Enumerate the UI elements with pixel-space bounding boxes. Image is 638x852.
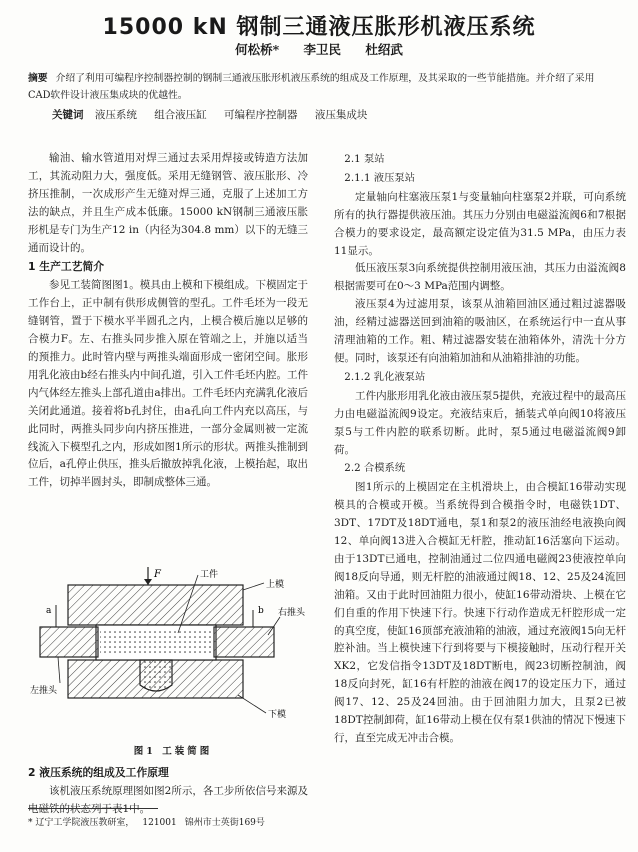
label-port-a: a (46, 606, 52, 616)
label-lower-die: 下模 (268, 710, 287, 720)
leader-lower (238, 695, 266, 713)
paper-title: 15000 kN 钢制三通液压胀形机液压系统 (102, 15, 536, 40)
right-push-head (214, 627, 274, 657)
section-heading-2: 2 液压系统的组成及工作原理 (28, 766, 169, 779)
author-1: 何松桥* (235, 42, 280, 57)
die-closing-paragraph: 图1所示的上模固定在主机滑块上，由合模缸16带动实现模具的合模或开模。当系统得到合模指令时，电磁铁1DT、3DT、17DT及18DT通电，泵1和泵2的液压油经电液换向阀12、单向阀13进入合模缸无杆腔，推动缸16活塞向下运动。由于13DT已通电，控制油通过二位四通电磁阀23使液控单向阀18反向导通，则无杆腔的油液通过阀18、12、25及24流回油箱。又由于此时回油阻力很小，使缸16带动滑块、上模在它们自重的作用下快速下行。快速下行动作造成无杆腔形成一定的真空度，使缸16顶部充液油箱的油液，通过充液阀15向无杆腔补油。当上模快速下行到将要与下模接触时，压动行程开关XK2，它发信指令13DT及18DT断电，阀23切断控制油，阀18反向封死，缸16有杆腔的油液在阀17的设定压力下，通过阀17、12、25及24回油。由于回油阻力加大，且泵2已被18DT控制卸荷，缸16带动上模在仅有泵1供油的情况下慢速下行，直至完成无冲击合模。 (334, 481, 626, 744)
section-heading-2-1: 2.1 泵站 (344, 153, 385, 165)
pump-station-paragraph-3: 液压泵4为过滤用泵，该泵从油箱回油区通过粗过滤器吸油，经精过滤器送回到油箱的吸油区，在系统运行中一直从事清理油箱的工作。粗、精过滤器安装在油箱体外，清洗十分方便。同时，该泵还有向油箱加油和从油箱排油的功能。 (334, 298, 626, 364)
right-column (334, 150, 626, 748)
keywords-label: 关键词 (52, 109, 84, 121)
footnote-rule (28, 808, 158, 809)
keyword: 组合液压缸 (154, 109, 207, 121)
author-2: 李卫民 (303, 42, 342, 57)
leader-upper (243, 583, 264, 590)
section-heading-2-2: 2.2 合模系统 (344, 462, 406, 475)
author-3: 杜绍武 (365, 42, 403, 57)
pump-station-paragraph-2: 低压液压泵3向系统提供控制用液压油，其压力由溢流阀8根据需要可在0～3 MPa范围内调整。 (334, 262, 626, 293)
label-port-b: b (258, 606, 264, 616)
pump-station-paragraph-1: 定量轴向柱塞液压泵1与变量轴向柱塞泵2并联，可向系统所有的执行器提供液压油。其压力分别由电磁溢流阀6和7根据合模力的要求设定，最高额定设定值为31.5 MPa，由压力表11显示。 (334, 190, 626, 257)
label-upper-die: 上模 (266, 580, 285, 590)
hydraulic-intro-paragraph: 该机液压系统原理图如图2所示，各工步所依信号来源及电磁铁的状态列于表1中。 (28, 784, 308, 815)
keyword: 可编程序控制器 (224, 109, 298, 121)
left-push-head (40, 627, 98, 657)
footnote-address: 锦州市士英街169号 (184, 818, 265, 828)
intro-paragraph: 输油、输水管道用对焊三通过去采用焊接或铸造方法加工，其流动阻力大，强度低。采用无缝钢管、液压胀形、冷挤压推制，一次成形产生无缝对焊三通，克服了上述加工方法的缺点，并且生产成本低廉。15000 kN钢制三通液压胀形机是专门为生产12 in（内径为304.8 mm）以下的无缝三通而设计的。 (28, 152, 308, 254)
footnote-zip: 121001 (142, 818, 177, 828)
abstract (28, 70, 614, 104)
tooling-diagram (28, 565, 318, 720)
footnote-affiliation: * 辽宁工学院液压教研室， (28, 818, 135, 828)
figure-caption: 图1 工装简图 (133, 746, 213, 757)
branch-bulge (140, 660, 172, 691)
label-left-head: 左推头 (30, 686, 58, 696)
left-column-bottom (28, 763, 308, 819)
process-paragraph: 参见工装简图图1。模具由上模和下模组成。下模固定于工作台上，正中制有供形成侧管的型孔。工件毛坯为一段无缝钢管，置于下模水平半圆孔之内，上模合模后施以足够的合模力F。左、右推头同步推入原在管端之上，并施以适当的预推力。此时管内壁与两推头端面形成一密闭空间。胀形用乳化液由b经右推头内中间孔道，引入工件毛坯内腔。工件内气体经左推头上部孔道由a排出。工件毛坯内充满乳化液后关闭此通道。接着将b孔封住，由a孔向工件内充以高压，与此同时，两推头同步向内挤压推进，一部分金属则被一定流线流入下模型孔之内，形成如图1所示的形状。两推头推制到位后，a孔停止供压，推头后撤放掉乳化液，上模抬起，取出工件，切掉半圆封头，即制成整体三通。 (28, 279, 308, 489)
force-arrowhead (144, 579, 152, 585)
abstract-text: 介绍了利用可编程序控制器控制的钢制三通液压胀形机液压系统的组成及工作原理，及其采取的一些节能措施。并介绍了采用CAD软件设计液压集成块的优越性。 (28, 73, 595, 101)
section-heading-2-1-1: 2.1.1 液压泵站 (344, 171, 415, 184)
section-heading-1: 1 生产工艺简介 (28, 260, 105, 274)
emulsion-fill (100, 629, 212, 656)
keywords (52, 107, 612, 122)
footnote (28, 815, 318, 828)
leader-left-head (58, 657, 60, 683)
abstract-label: 摘要 (28, 73, 48, 84)
section-heading-2-1-2: 2.1.2 乳化液泵站 (344, 370, 426, 383)
label-workpiece: 工件 (200, 570, 219, 580)
left-column (28, 150, 308, 492)
emulsion-station-paragraph: 工件内胀形用乳化液由液压泵5提供，充液过程中的最高压力由电磁溢流阀9设定。充液结束后，插装式单向阀10将液压泵5与工件内腔的联系切断。此时，泵5通过电磁溢流阀9卸荷。 (334, 389, 626, 456)
keyword: 液压系统 (94, 109, 137, 121)
upper-die (68, 585, 243, 625)
keyword: 液压集成块 (314, 109, 368, 121)
author-list (0, 40, 638, 58)
label-right-head: 右推头 (278, 608, 306, 618)
label-F: F (154, 569, 161, 580)
